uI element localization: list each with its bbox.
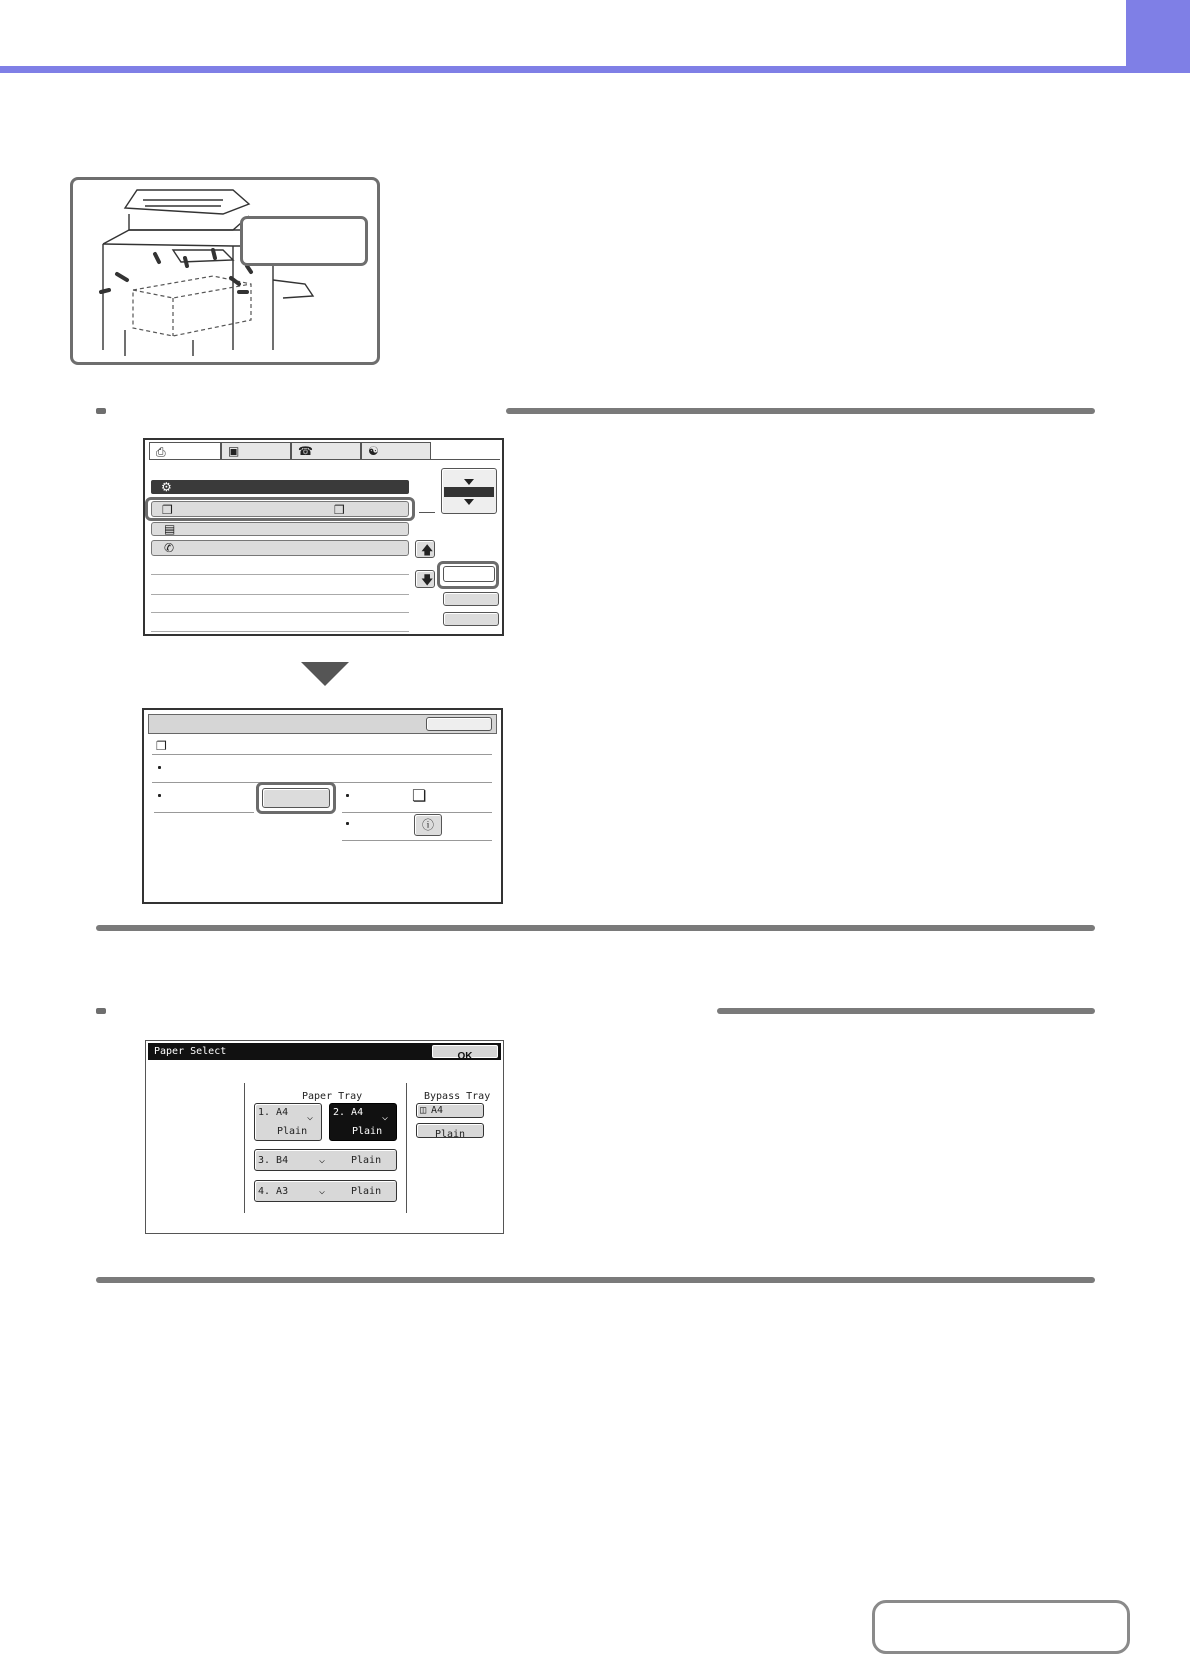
paper-orientation-icon: ⌵ [319,1155,326,1166]
menu-button-2[interactable] [443,592,499,606]
section-rule [717,1008,1095,1014]
divider-vertical [406,1083,407,1213]
list-empty-row [151,594,409,595]
screen-title-bar [148,714,497,734]
tray-4-type: Plain [351,1186,382,1197]
divider-vertical [244,1083,245,1213]
list-row-fax[interactable] [151,540,409,556]
page-header [0,0,1190,74]
settings-button[interactable] [443,566,495,582]
bypass-tray-label: Bypass Tray [424,1091,491,1102]
paper-select-title-bar [148,1043,501,1060]
illustration-callout-box [240,216,368,266]
paper-select-screen [145,1040,504,1234]
tab-document-filing[interactable] [221,442,291,460]
flow-arrow-down-icon [301,662,349,686]
fax-icon: ✆ [164,541,175,555]
triangle-down-icon [464,479,474,485]
tray-4-name: 4. A3 [258,1186,289,1197]
section-end-rule [96,1277,1095,1283]
scroll-up-button[interactable] [415,540,435,558]
divider [342,840,492,841]
copier-illustration-frame [70,177,380,365]
paper-orientation-icon: ⌵ [382,1112,389,1123]
contents-nav-button[interactable] [872,1600,1130,1654]
tray-1-button[interactable] [254,1103,322,1141]
paper-select-button[interactable] [262,788,330,808]
paper-orientation-icon: ⌵ [307,1112,314,1123]
duplex-copy-icon: ❏ [412,786,427,805]
divider [152,754,492,755]
title-ok-button[interactable] [426,717,492,731]
bullet [346,822,349,825]
tray-1-type: Plain [277,1126,308,1137]
gear-icon: ⚙ [161,480,172,494]
arrow-down-icon: 🡇 [421,573,434,587]
info-button[interactable] [414,814,442,836]
list-empty-row [151,612,409,613]
list-empty-row [151,574,409,575]
tab-underline [149,459,500,460]
bypass-type-button[interactable] [416,1123,484,1138]
paper-select-title: Paper Select [154,1046,227,1057]
section-marker [96,408,106,414]
list-row-copy[interactable] [151,501,409,517]
bypass-size-button[interactable] [416,1103,484,1118]
divider [342,812,492,813]
info-icon: ⓘ [422,818,435,832]
bypass-tray-icon: ◫ [420,1105,427,1116]
copy-settings-screen [142,708,503,904]
system-settings-screen [143,438,504,636]
copier-machine-drawing-icon [73,180,377,362]
list-row-header [151,480,409,494]
divider [154,812,254,813]
tab-internet[interactable] [361,442,431,460]
arrow-up-icon: 🡅 [421,543,434,557]
page-indicator-line [419,512,435,513]
fax-phone-icon: ☎ [298,444,313,458]
ok-button[interactable] [432,1045,498,1062]
bullet [158,766,161,769]
tray-3-type: Plain [351,1155,382,1166]
copy-icon: ❐ [162,503,173,517]
bullet [346,794,349,797]
tray-2-button[interactable] [329,1103,397,1141]
list-row-list-print[interactable] [151,522,409,536]
tab-fax[interactable] [291,442,361,460]
tray-1-name: 1. A4 [258,1107,289,1118]
list-icon: ▤ [164,522,176,536]
copy-duplex-icon: ❒ [334,503,345,517]
section-marker [96,1008,106,1014]
header-accent-line [0,66,1190,73]
list-empty-row [151,631,409,632]
document-box-icon: ▣ [228,444,240,458]
tray-2-name: 2. A4 [333,1107,364,1118]
menu-button-3[interactable] [443,612,499,626]
tray-3-button[interactable] [254,1149,397,1171]
tray-3-name: 3. B4 [258,1155,289,1166]
tray-4-button[interactable] [254,1180,397,1202]
tab-printer[interactable] [149,442,221,460]
copy-icon: ❐ [156,739,167,753]
header-chapter-tab[interactable] [1126,0,1190,70]
paper-tray-label: Paper Tray [302,1091,363,1102]
bypass-size: A4 [431,1105,444,1116]
page-select-bar [444,487,494,497]
section-end-rule [96,925,1095,931]
paper-orientation-icon: ⌵ [319,1186,326,1197]
bullet [158,794,161,797]
page-select-button[interactable] [441,468,497,514]
ok-button-label: OK [457,1051,473,1062]
section-rule [506,408,1095,414]
printer-icon: ⎙ [156,445,166,459]
scroll-down-button[interactable] [415,570,435,588]
triangle-down-icon [464,499,474,505]
tray-2-type: Plain [352,1126,383,1137]
bypass-type: Plain [434,1129,466,1140]
globe-icon: ☯ [368,444,379,458]
